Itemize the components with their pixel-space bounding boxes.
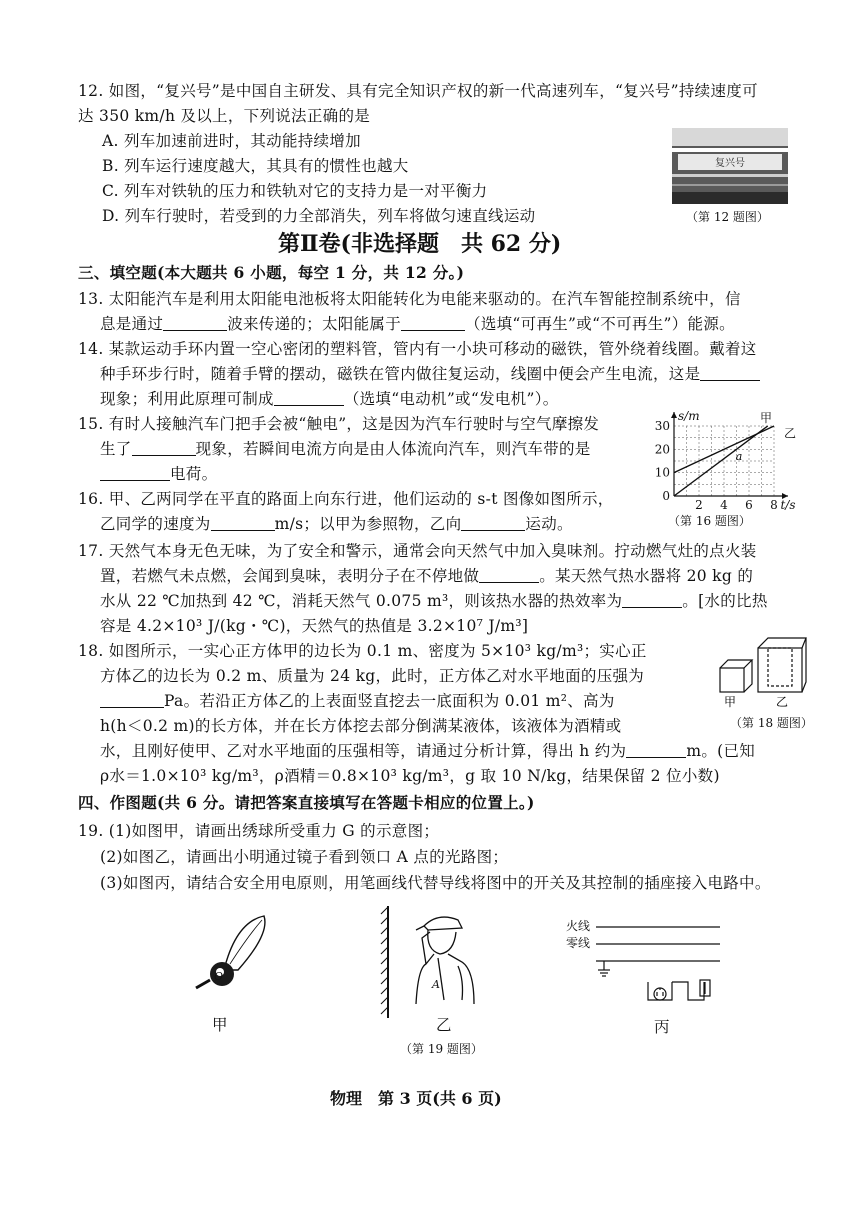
section-2-title: 第Ⅱ卷(非选择题 共 62 分) [278,231,562,257]
q17-line2: 置，若燃气未点燃，会闻到臭味，表明分子在不停地做 。某天然气热水器将 20 kg 的 [100,567,754,585]
cube-yi [758,638,806,692]
q12-option-b: B. 列车运行速度越大，其具有的惯性也越大 [102,157,409,175]
train-photo [672,128,788,204]
x-axis-label: t/s [780,498,796,512]
q18-line6: ρ水＝1.0×10³ kg/m³，ρ酒精＝0.8×10³ kg/m³，g 取 10 N/kg，结果保留 2 位小数) [100,767,720,785]
page-footer: 物理 第 3 页(共 6 页) [330,1089,502,1108]
series-label-yi: 乙 [784,426,797,441]
cube-yi-label: 乙 [776,695,789,709]
q12-option-a: A. 列车加速前进时，其动能持续增加 [102,132,361,150]
q18-blank-1[interactable] [100,691,164,708]
y-axis-label: s/m [678,409,700,423]
q17-line4: 容是 4.2×10³ J/(kg・℃)，天然气的热值是 3.2×10⁷ J/m³] [100,617,529,635]
q15-blank-2[interactable] [100,464,170,481]
y-tick-label: 10 [654,465,670,480]
y-tick-label: 30 [654,419,670,433]
q18-caption: （第 18 题图） [730,716,813,730]
fig19-bing-label: 丙 [654,1018,670,1036]
q14-line1: 14. 某款运动手环内置一空心密闭的塑料管，管内有一小块可移动的磁铁，管外绕着线圈。戴着这 [78,340,757,358]
x-tick-label: 6 [745,498,753,512]
q15-line1: 15. 有时人接触汽车门把手会被“触电”，这是因为汽车行驶时与空气摩擦发 [78,415,600,433]
circuit-figure [566,918,726,1014]
neutral-wire-label: 零线 [566,936,591,950]
q18-line1: 18. 如图所示，一实心正方体甲的边长为 0.1 m、密度为 5×10³ kg/m³；实心正 [78,642,647,660]
q18-line3: Pa。若沿正方体乙的上表面竖直挖去一底面积为 0.01 m²、高为 [100,690,615,712]
st-chart [640,400,800,516]
q19-line2: (2)如图乙，请画出小明通过镜子看到领口 A 点的光路图； [100,848,509,866]
point-o-label: O [214,970,224,983]
q17-blank-1[interactable] [479,566,539,583]
q14-line2: 种手环步行时，随着手臂的摆动，磁铁在管内做往复运动，线圈中便会产生电流，这是 [100,363,760,385]
ground-icon [598,961,610,976]
q18-line4: h(h＜0.2 m)的长方体，并在长方体挖去部分倒满某液体，该液体为酒精或 [100,717,622,735]
q17-line1: 17. 天然气本身无色无味，为了安全和警示，通常会向天然气中加入臭味剂。拧动燃气灶的点火装 [78,542,757,560]
q18-line2: 方体乙的边长为 0.2 m、质量为 24 kg，此时，正方体乙对水平地面的压强为 [100,667,645,685]
cubes-figure [716,626,808,710]
series-label-jia: 甲 [759,411,773,425]
q18-line5: 水，且刚好使甲、乙对水平地面的压强相等，请通过分析计算，得出 h 约为 m。(已知 [100,742,756,760]
q15-blank-1[interactable] [132,439,196,456]
cube-jia [720,660,752,692]
q15-line3: 电荷。 [100,463,217,485]
series-line-0 [674,426,768,496]
q14-blank-2[interactable] [274,389,344,406]
q16-blank-2[interactable] [461,514,525,531]
q14-blank-1[interactable] [700,364,760,381]
cube-jia-label: 甲 [724,695,737,709]
train-logo-text: 复兴号 [715,158,745,169]
point-a-label: A [432,978,440,991]
q19-line1: 19. (1)如图甲，请画出绣球所受重力 G 的示意图； [78,822,440,840]
q13-line1: 13. 太阳能汽车是利用太阳能电池板将太阳能转化为电能来驱动的。在汽车智能控制系统中，信 [78,290,741,308]
switch-icon [672,980,710,1000]
q12-line1: 12. 如图，“复兴号”是中国自主研发、具有完全知识产权的新一代高速列车，“复兴号”持续速度可 [78,82,758,100]
live-wire-label: 火线 [566,919,591,933]
fig19-yi-label: 乙 [436,1016,452,1034]
q12-line2: 达 350 km/h 及以上，下列说法正确的是 [78,107,371,125]
q18-blank-2[interactable] [626,741,686,758]
fig19-jia-label: 甲 [212,1016,228,1034]
q12-option-c: C. 列车对铁轨的压力和铁轨对它的支持力是一对平衡力 [102,182,488,200]
q13-blank-1[interactable] [163,314,227,331]
q17-line3: 水从 22 ℃加热到 42 ℃，消耗天然气 0.075 m³，则该热水器的热效率为 。[水的比热 [100,592,768,610]
part4-heading: 四、作图题(共 6 分。请把答案直接填写在答题卡相应的位置上。) [78,793,535,812]
q12-caption: （第 12 题图） [686,210,769,224]
origin-label: 0 [662,489,670,503]
x-tick-label: 4 [720,498,728,512]
boy-drawing [416,917,474,1004]
q14-line3: 现象；利用此原理可制成 （选填“电动机”或“发电机”）。 [100,390,559,408]
x-tick-label: 8 [770,498,778,512]
y-axis-arrow [671,412,677,418]
q13-line2: 息是通过 波来传递的；太阳能属于 （选填“可再生”或“不可再生”）能源。 [100,315,735,333]
socket-icon [648,982,672,1000]
mirror-hatching [381,907,388,1014]
q16-line1: 16. 甲、乙两同学在平直的路面上向东行进，他们运动的 s-t 图像如图所示， [78,490,614,508]
q16-line2: 乙同学的速度为 m/s；以甲为参照物，乙向 运动。 [100,515,573,533]
q15-line2: 生了 现象，若瞬间电流方向是由人体流向汽车，则汽车带的是 [100,440,591,458]
intersection-label: a [735,449,743,463]
y-tick-label: 20 [654,442,670,457]
part3-heading: 三、填空题(本大题共 6 小题，每空 1 分，共 12 分。) [78,263,465,282]
hydrangea-figure [192,912,282,1002]
x-tick-label: 2 [695,498,703,512]
q13-blank-2[interactable] [401,314,465,331]
q19-caption: （第 19 题图） [400,1042,483,1056]
q17-blank-2[interactable] [622,591,682,608]
q12-option-d: D. 列车行驶时，若受到的力全部消失，列车将做匀速直线运动 [102,207,536,225]
q16-blank-1[interactable] [211,514,275,531]
mirror-boy-figure [378,904,498,1020]
q16-caption: （第 16 题图） [668,514,751,528]
q19-line3: (3)如图丙，请结合安全用电原则，用笔画线代替导线将图中的开关及其控制的插座接入电路中。 [100,874,771,892]
